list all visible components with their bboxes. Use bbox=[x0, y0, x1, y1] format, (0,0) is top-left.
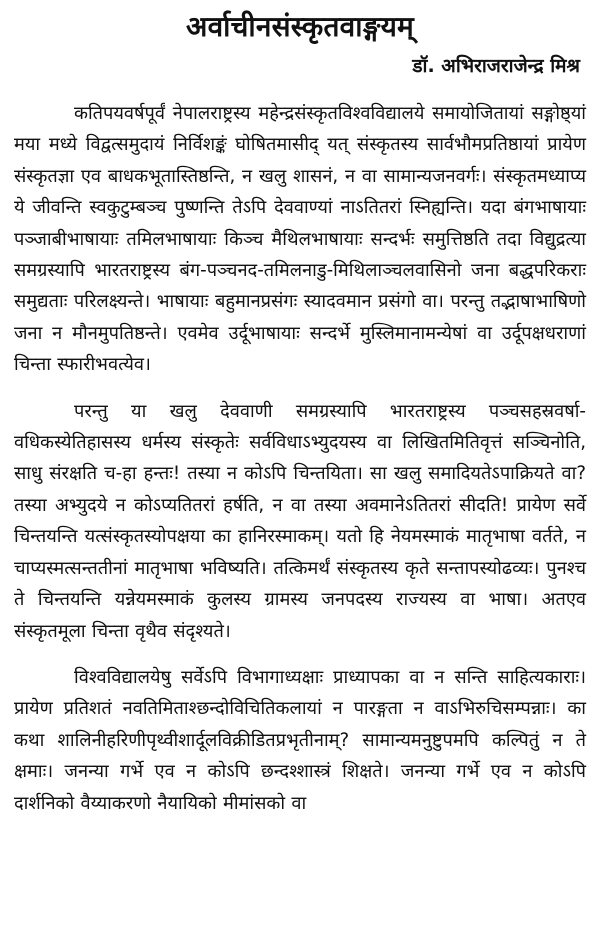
document-title: अर्वाचीनसंस्कृतवाङ्गयम् bbox=[186, 10, 414, 43]
author-name: डॉ. अभिराजराजेन्द्र मिश्र bbox=[412, 55, 580, 77]
paragraph-3: विश्वविद्यालयेषु सर्वेऽपि विभागाध्यक्षाः प्राध्यापका वा न सन्ति साहित्यकाराः। प्रायेण प्रतिशतं नवतिमिताश्छन्दोविचितिकलायां न पारङ्गता न वाऽभिरुचिसम्पन्नाः। का कथा शालिनीहरिणीपृथ्वीशार्दूलविक्रीडितप्रभृतीनाम्? सामान्यमनुष्टुपमपि कल्पितुं न ते क्षमाः। जनन्या गर्भे एव न कोऽपि छन्दश्शास्त्रं शिक्षते। जनन्या गर्भे एव न कोऽपि दार्शनिको वैय्याकरणो नैयायिको मीमांसको वा bbox=[14, 666, 586, 814]
paragraph-1: कतिपयवर्षपूर्वं नेपालराष्ट्रस्य महेन्द्रसंस्कृतविश्वविद्यालये समायोजितायां सङ्गोष्ठ्यां मया मध्ये विद्वत्समुदायं निर्विशङ्कं घोषितमासीद् यत् संस्कृतस्य सार्वभौमप्रतिष्ठायां प्रायेण संस्कृतज्ञा एव बाधकभूतास्तिष्ठन्ति, न खलु शासनं, न वा सामान्यजनवर्गः। संस्कृतमध्याप्य ये जीवन्ति स्वकुटुम्बञ्च पुष्णन्ति तेऽपि देववाण्यां नाऽतितरां स्निह्यन्ति। यदा बंगभाषायाः पञ्जाबीभाषायाः तमिलभाषायाः किञ्च मैथिलभाषायाः सन्दर्भः समुत्तिष्ठति तदा विद्युद्रत्या समग्रस्यापि भारतराष्ट्रस्य बंग-पञ्चनद-तमिलनाडु-मिथिलाञ्चलवासिनो जना बद्धपरिकराः समुद्यताः परिलक्ष्यन्ते। भाषायाः बहुमानप्रसंगः स्यादवमान प्रसंगो वा। परन्तु तद्भाषाभाषिणो जना न मौनमुपतिष्ठन्ते। एवमेव उर्दूभाषायाः सन्दर्भे मुस्लिमानामन्येषां वा उर्दूपक्षधराणां चिन्ता स्फारीभवत्येव। bbox=[14, 103, 586, 376]
paragraph-2: परन्तु या खलु देववाणी समग्रस्यापि भारतराष्ट्रस्य पञ्चसहस्रवर्षा-वधिकस्येतिहासस्य धर्मस्य संस्कृतेः सर्वविधाऽभ्युदयस्य वा लिखितमितिवृत्तं सञ्चिनोति, साधु संरक्षति च-हा हन्तः! तस्या न कोऽपि चिन्तयिता। सा खलु समादियतेऽपाक्रियते वा? तस्या अभ्युदये न कोऽप्यतितरां हर्षति, न वा तस्या अवमानेऽतितरां सीदति! प्रायेण सर्वे चिन्तयन्ति यत्संस्कृतस्योपक्षया का हानिरस्माकम्। यतो हि नेयमस्माकं मातृभाषा वर्तते, न चाप्यस्मत्सन्ततीनां मातृभाषा भविष्यति। तत्किमर्थं संस्कृतस्य कृते सन्तापस्योढव्यः। पुनश्च ते चिन्तयन्ति यन्नेयमस्माकं कुलस्य ग्रामस्य जनपदस्य राज्यस्य वा भाषा। अतएव संस्कृतमूला चिन्ता वृथैव संदृश्यते। bbox=[14, 400, 586, 642]
